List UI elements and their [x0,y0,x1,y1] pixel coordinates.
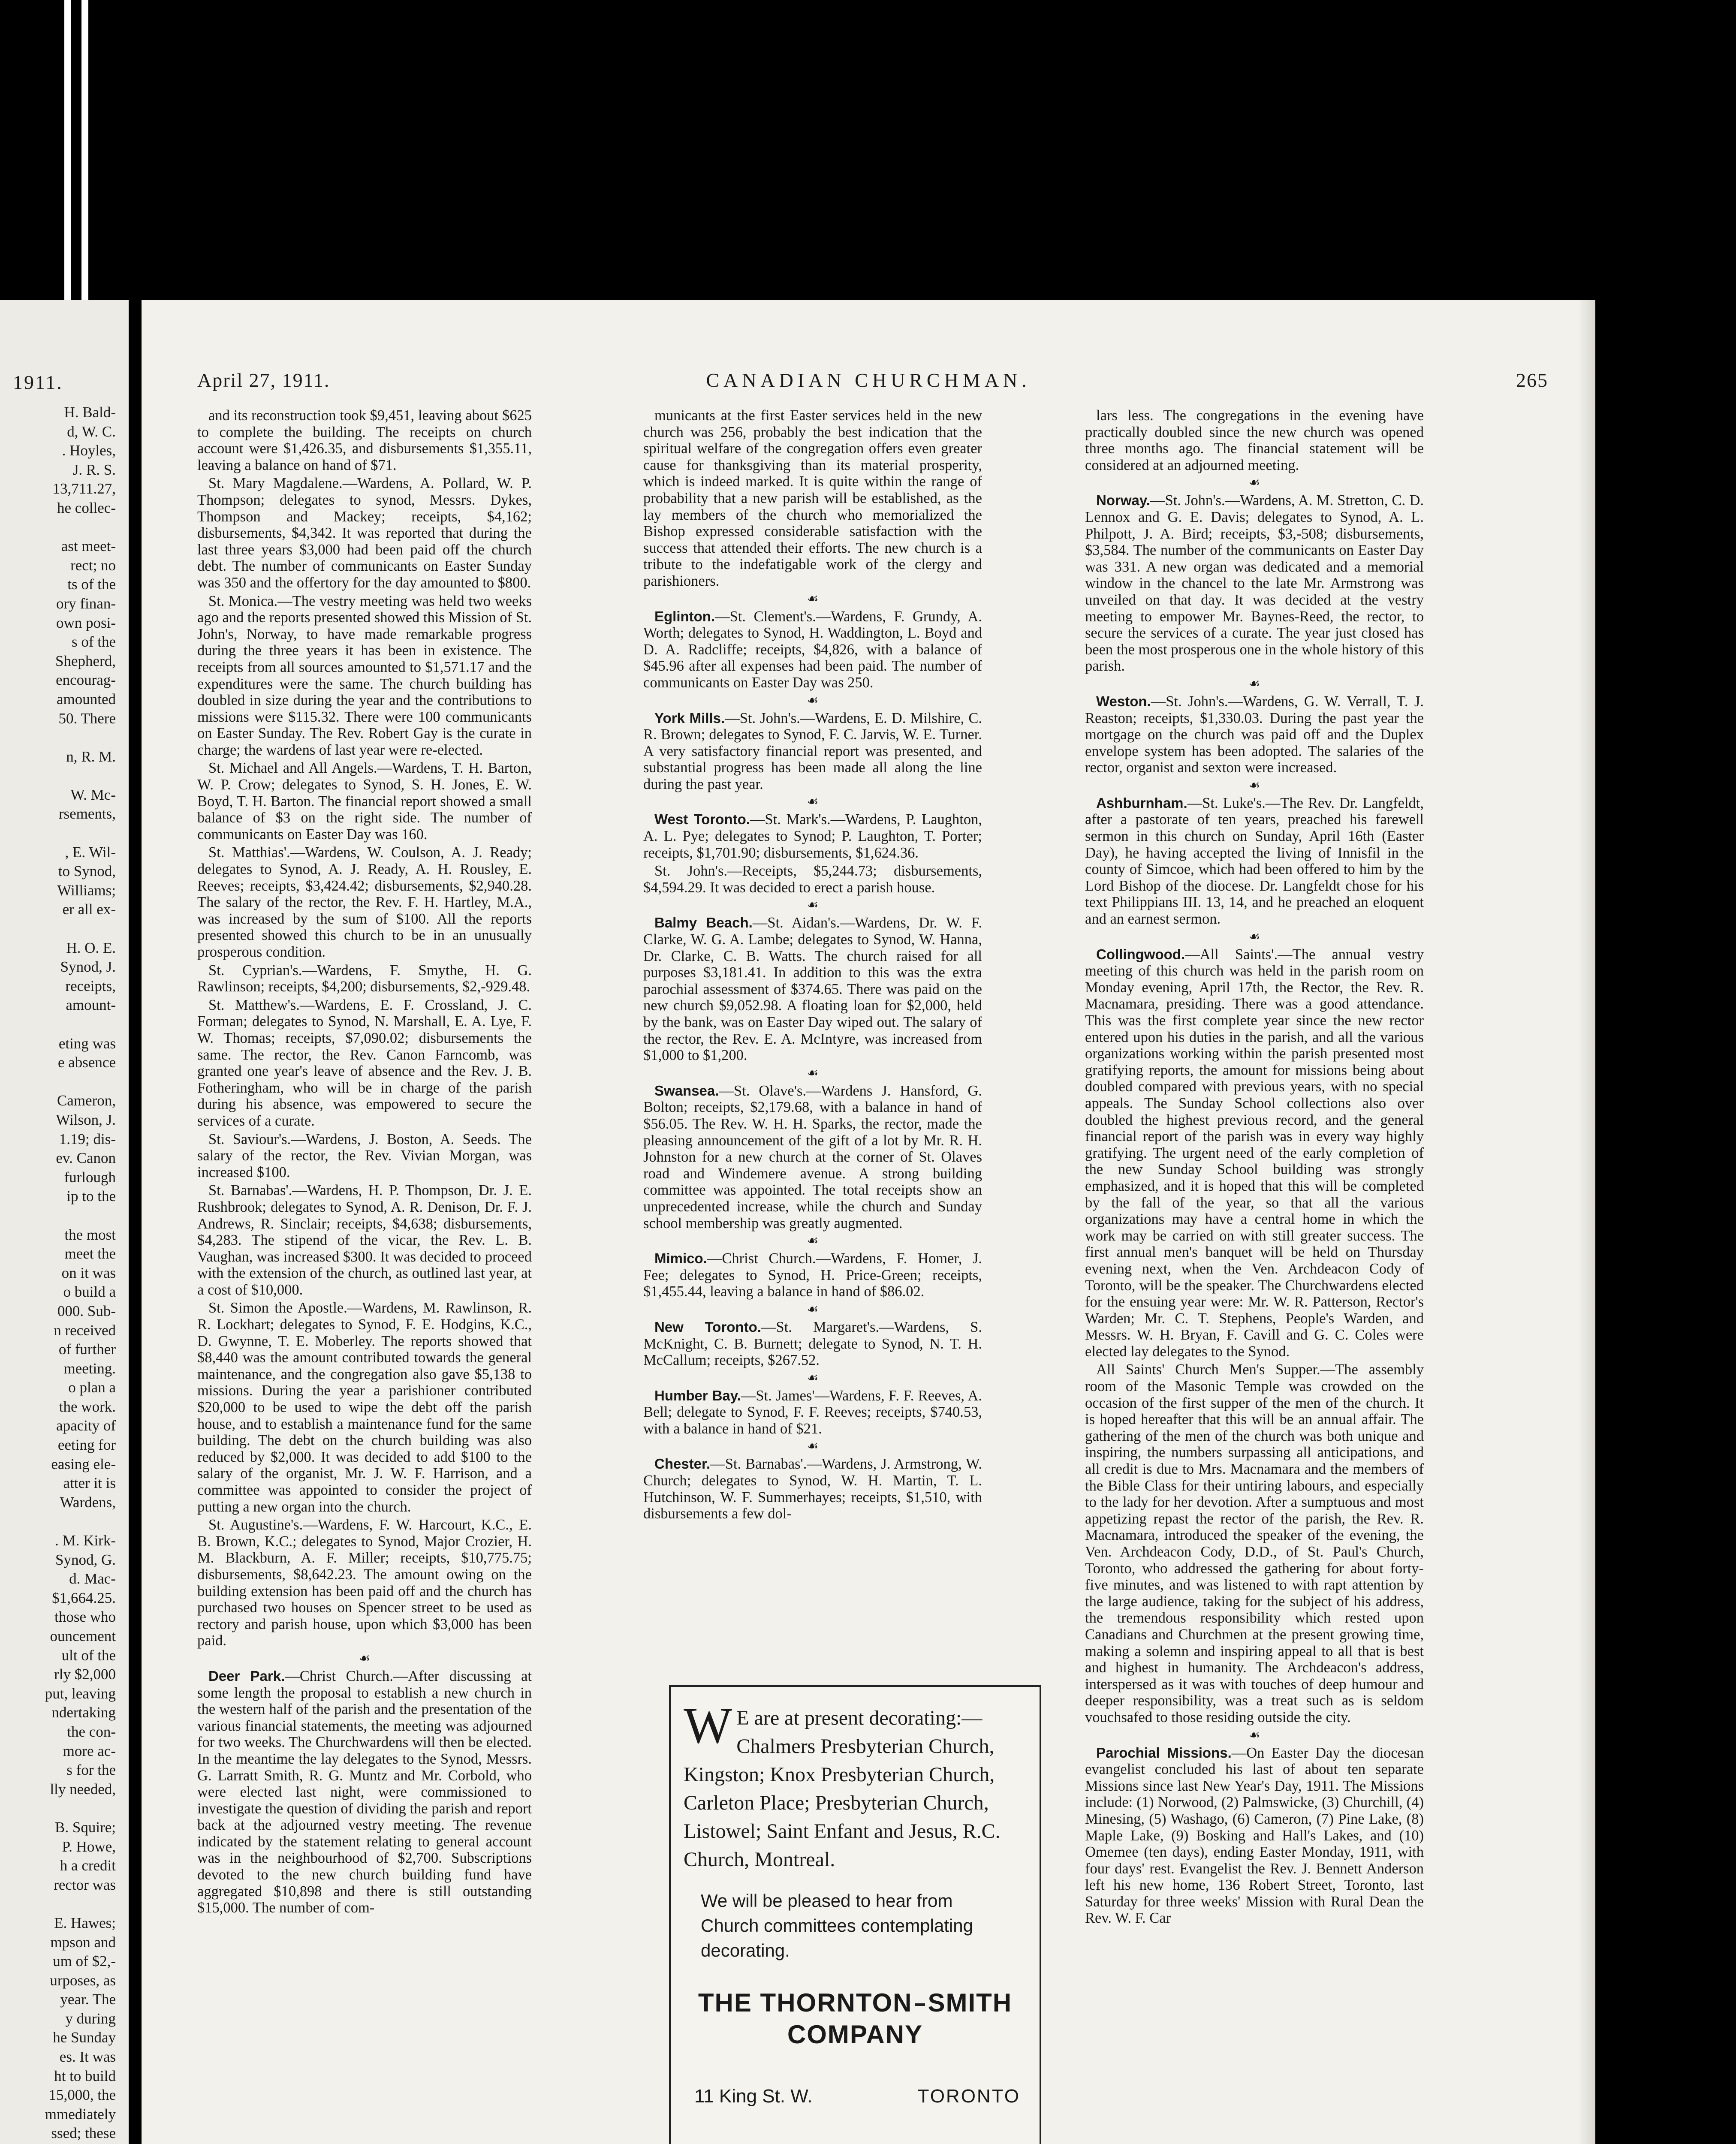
article-paragraph [643,915,982,1063]
strip-line: Williams; [57,882,116,899]
parish-heading: Deer Park. [208,1668,285,1684]
paragraph-text: All Saints' Church Men's Supper.—The assembly room of the Masonic Temple was crowded on the occasion of the first supper of the men of the church. It is hoped hereafter that this will be an annual affair. The gathering of the men of the church was both unique and inspiring, the numbers surpassing all anticipations, and all credit is due to Mrs. Macnamara and the members of the Bible Class for their untiring labours, and especially to the lady for her devotion. After a sumptuous and most appetizing repast the rector of the parish, the Rev. R. Macnamara, introduced the speaker of the evening, the Ven. Archdeacon Cody, D.D., of St. Paul's Church, Toronto, who addressed the gathering for about forty-five minutes, and was listened to with rapt attention by the large audience, taking for the subject of his address, the tremendous responsibility which rested upon Canadians and Churchmen at the present growing time, making a solemn and inspiring appeal to all that is best and highest in humanity. The Archdeacon's address, interspersed as it was with touches of deep humour and deeper responsibility, was a treat such as is seldom vouchsafed to those residing outside the city. [1085,1361,1424,1725]
paragraph-text: St. Mary Magdalene.—Wardens, A. Pollard, W. P. Thompson; delegates to synod, Messrs. Dykes, Thompson and Mackey; receipts, $4,162; disbursements, $4,342. It was reported that during the last three years $3,000 had been paid off the church debt. The number of communicants on Easter Sunday was 350 and the offertory for the day amounted to $800. [197,475,532,591]
strip-line: ndertaking [51,1704,116,1721]
strip-line: o plan a [68,1379,116,1396]
strip-line: y during [65,2010,116,2027]
strip-line: own posi- [56,614,116,631]
ad-company-line1b: SMITH [928,1988,1013,2017]
section-mark: ☙ [1248,676,1260,691]
parish-heading: Swansea. [654,1082,719,1099]
paragraph-text: —All Saints'.—The annual vestry meeting of this church was held in the parish room on Monday evening, April 17th, the Rector, the Rev. R. Macnamara, presiding. There was a good attendance. This was the first complete year since the new rector entered upon his duties in the parish, and all the various organizations working within the parish presented most gratifying reports, the amount for missions being about doubled compared with previous years, with no special appeals. The Sunday School collections also over doubled the highest previous record, and the general financial report of the parish was in every way highly gratifying. The urgent need of the early completion of the new Sunday School building was strongly emphasized, and it is hoped that this will be completed by the fall of the year, so that all the various organizations may have a central home in which the work may be carried on with still greater success. The first annual men's banquet will be held on Thursday evening next, when the Ven. Archdeacon Cody of Toronto, will be the speaker. The Churchwardens elected for the ensuing year were: Mr. W. R. Patterson, Rector's Warden; Mr. C. T. Stephens, People's Warden, and Messrs. W. H. Bryan, F. Cavill and G. C. Coles were elected lay delegates to the Synod. [1085,946,1424,1360]
article-paragraph [643,863,982,896]
strip-line: eeting for [57,1436,116,1454]
parish-heading: Norway. [1096,492,1150,509]
article-paragraph [1085,795,1424,927]
publication-title: CANADIAN CHURCHMAN. [706,369,1031,391]
paragraph-text: St. Michael and All Angels.—Wardens, T. H. Barton, W. P. Crow; delegates to Synod, S. H. Jones, E. W. Boyd, T. H. Barton. The financial report showed a small balance of $3 on the right side. The number of communicants on Easter Day was 160. [197,760,532,843]
parish-heading: Parochial Missions. [1096,1744,1232,1761]
section-mark: ☙ [807,795,819,809]
strip-line: $1,664.25. [52,1589,116,1606]
strip-line: B. Squire; [55,1819,116,1836]
article-paragraph [197,1300,532,1515]
article-paragraph [197,760,532,843]
section-mark: ☙ [1248,476,1260,490]
article-paragraph [197,1517,532,1649]
article-paragraph [643,608,982,691]
section-mark: ☙ [807,1370,819,1385]
strip-line: h a credit [60,1857,116,1874]
section-mark: ☙ [807,898,819,912]
strip-line: the con- [67,1723,116,1740]
paragraph-text: St. Barnabas'.—Wardens, H. P. Thompson, Dr. J. E. Rushbrook; delegates to Synod, A. R. Denison, Dr. F. J. Andrews, R. Sinclair; receipts, $4,638; disbursements, $4,283. The stipend of the vicar, the Rev. L. B. Vaughan, was increased $300. It was decided to proceed with the extension of the church, as outlined last year, at a cost of $10,000. [197,1182,532,1298]
parish-heading: Chester. [654,1456,711,1472]
strip-line [0,518,116,537]
strip-line: Wardens, [60,1494,116,1511]
strip-line [0,728,116,747]
article-paragraph [643,407,982,590]
article-paragraph [643,1250,982,1300]
section-mark: ☙ [1248,929,1260,944]
paragraph-text: municants at the first Easter services held in the new church was 256, probably the best indication that the spiritual welfare of the congregation offers even greater cause for thanksgiving than its material prosperity, which is indeed marked. It is quite within the range of probability that a new parish will be established, as the lay members of the church who memorialized the Bishop expressed considerable satisfaction with the success that attended their efforts. The new church is a tribute to the indefatigable work of the clergy and parishioners. [643,407,982,589]
strip-line: meet the [64,1245,116,1262]
strip-line: 50. There [58,710,116,727]
strip-line: um of $2,- [53,1953,116,1970]
strip-line: mmediately [45,2105,116,2123]
strip-line: ssed; these [51,2125,116,2142]
strip-line: easing ele- [51,1455,116,1472]
article-paragraph [1085,492,1424,675]
paragraph-text: —On Easter Day the diocesan evangelist concluded his last of about ten separate Missions since last New Year's Day, 1911. The Missions include: (1) Norwood, (2) Palmswicke, (3) Churchill, (4) Minesing, (5) Washago, (6) Cameron, (7) Pine Lake, (8) Maple Lake, (9) Bosking and Hall's Lakes, and (10) Omemee (ten days), ending Easter Monday, 1911, with four days' rest. Evangelist the Rev. J. Bennett Anderson left his new home, 136 Robert Street, Toronto, last Saturday for three weeks' Mission with Rural Dean the Rev. W. F. Car [1085,1744,1424,1927]
paragraph-text: —St. Margaret's.—Wardens, S. McKnight, C. B. Burnett; delegate to Synod, N. T. H. McCallum; receipts, $267.52. [643,1319,982,1369]
section-mark: ☙ [807,1066,819,1080]
article-paragraph [643,1083,982,1232]
strip-line: those who [54,1608,116,1626]
page-number: 265 [1516,369,1548,391]
parish-heading: Ashburnham. [1096,795,1187,811]
page-edge-shadow [1578,300,1595,2144]
article-paragraph [1085,693,1424,776]
paragraph-text: —St. James'—Wardens, F. F. Reeves, A. Bell; delegate to Synod, F. F. Reeves; receipts, $740.53, with a balance in hand of $21. [643,1387,982,1437]
page-header [142,369,1595,394]
strip-line: 000. Sub- [57,1302,116,1319]
article-paragraph [197,475,532,591]
article-paragraph [1085,946,1424,1360]
strip-line [0,766,116,786]
paragraph-text: —St. John's.—Wardens, E. D. Milshire, C. R. Brown; delegates to Synod, F. C. Jarvis, W. E. Turner. A very satisfactory financial report was presented, and substantial progress has been made all along the line during the past year. [643,710,982,792]
article-paragraph [197,997,532,1129]
strip-line: urposes, as [50,1972,116,1989]
strip-line: e absence [57,1054,116,1071]
column-3 [1085,407,1424,2144]
section-mark: ☙ [807,1234,819,1248]
ad-company-line2: COMPANY [787,2020,923,2049]
article-paragraph [1085,1361,1424,1725]
parish-heading: Balmy Beach. [654,915,753,931]
strip-line: meeting. [63,1360,116,1377]
strip-line: s of the [71,633,116,650]
strip-line: es. It was [59,2048,116,2066]
strip-line: W. Mc- [70,786,116,803]
strip-line: J. R. S. [72,461,116,478]
strip-line: E. Hawes; [54,1914,116,1931]
column-1 [197,407,532,2144]
previous-page-text [0,403,116,2144]
parish-heading: New Toronto. [654,1319,761,1335]
paragraph-text: St. Matthew's.—Wardens, E. F. Crossland, J. C. Forman; delegates to Synod, N. Marshall, E. A. Lye, F. W. Thomas; receipts, $7,090.02; disbursements the same. The rector, the Rev. Canon Farncomb, was granted one year's leave of absence and the Rev. J. B. Fotheringham, who will be in charge of the parish during his absence, was empowered to secure the services of a curate. [197,997,532,1129]
strip-line: more ac- [63,1742,116,1759]
paragraph-text: —Christ Church.—Wardens, F. Homer, J. Fee; delegates to Synod, H. Price-Green; receipts, $1,455.44, leaving a balance in hand of $86.02. [643,1250,982,1300]
strip-line: n, R. M. [66,748,116,765]
article-paragraph [1085,407,1424,473]
strip-line: o build a [63,1283,116,1301]
parish-heading: York Mills. [654,710,725,726]
strip-line: 13,711.27, [52,480,116,497]
strip-line: . M. Kirk- [55,1532,116,1549]
strip-line: Shepherd, [55,652,116,669]
article-paragraph [643,710,982,793]
strip-line: amounted [56,690,116,708]
strip-line: ht to build [54,2067,116,2084]
strip-line: atter it is [63,1475,116,1492]
ad-company-line1: THE THORNTON [698,1988,913,2017]
article-paragraph [197,407,532,473]
strip-line: er all ex- [62,901,116,918]
paragraph-text: —St. Olave's.—Wardens J. Hansford, G. Bolton; receipts, $2,179.68, with a balance in hand of $56.05. The Rev. W. H. H. Sparks, the rector, made the pleasing announcement of the gift of a lot by Mr. R. H. Johnston for a new church at the corner of St. Olaves road and Windemere avenue. A strong building committee was appointed. The total receipts show an unprecedented increase, while the church and Sunday school membership was greatly augmented. [643,1082,982,1232]
strip-line: rsements, [58,805,116,822]
strip-line: mpson and [50,1933,116,1951]
paragraph-text: St. Cyprian's.—Wardens, F. Smythe, H. G. Rawlinson; receipts, $4,200; disbursements, $2,-929.48. [197,962,532,995]
parish-heading: Eglinton. [654,608,715,624]
strip-line: ory finan- [56,595,116,612]
strip-line: of further [58,1341,116,1358]
section-mark: ☙ [807,1439,819,1454]
strip-line: eting was [58,1035,116,1052]
strip-line: H. Bald- [64,404,116,421]
paragraph-text: St. Monica.—The vestry meeting was held two weeks ago and the reports presented showed this Mission of St. John's, Norway, to have made remarkable progress during the three years it has been in existence. The receipts from all sources amounted to $1,571.17 and the expenditures were the same. The church building has doubled in size during the year and the contributions to missions were $115.32. There were 100 communicants on Easter Sunday. The Rev. Robert Gay is the curate in charge; the wardens of last year were re-elected. [197,593,532,758]
parish-heading: Humber Bay. [654,1387,741,1403]
strip-line: the most [64,1226,116,1243]
strip-line: to Synod, [58,863,116,880]
parish-heading: Mimico. [654,1250,707,1267]
strip-line: receipts, [65,977,116,994]
paragraph-text: and its reconstruction took $9,451, leaving about $625 to complete the building. The receipts on church account were $1,426.35, and disbursements $1,355.11, leaving a balance on hand of $71. [197,407,532,473]
article-paragraph [1085,1745,1424,1927]
ad-street: 11 King St. W. [694,2086,813,2107]
issue-date: April 27, 1911. [197,369,330,391]
strip-line [0,919,116,939]
newspaper-page [142,300,1595,2144]
strip-line: on it was [61,1264,116,1281]
paragraph-text: —St. Barnabas'.—Wardens, J. Armstrong, W. Church; delegates to Synod, W. H. Martin, T. L. Hutchinson, W. F. Summerhayes; receipts, $1,510, with disbursements a few dol- [643,1456,982,1522]
article-paragraph [643,1456,982,1522]
ad-company-dash [915,2003,925,2006]
strip-line [0,1512,116,1531]
article-paragraph [197,962,532,995]
strip-line: H. O. E. [66,939,116,956]
paragraph-text: St. Saviour's.—Wardens, J. Boston, A. Seeds. The salary of the rector, the Rev. Vivian Morgan, was increased $100. [197,1131,532,1180]
ad-invitation: We will be pleased to hear from Church committees contemplating decorating. [701,1891,973,1960]
strip-line: year. The [60,1991,116,2008]
paragraph-text: —St. Mark's.—Wardens, P. Laughton, A. L. Pye; delegates to Synod; P. Laughton, T. Porter; receipts, $1,701.90; disbursements, $1,624.36. [643,811,982,861]
strip-line [0,1894,116,1914]
strip-line: rect; no [70,557,116,574]
section-mark: ☙ [807,1302,819,1316]
ad-city: TORONTO [917,2086,1020,2107]
article-paragraph [197,1131,532,1181]
paragraph-text: St. John's.—Receipts, $5,244.73; disbursements, $4,594.29. It was decided to erect a parish house. [643,863,982,896]
section-mark: ☙ [1248,1728,1260,1742]
paragraph-text: —St. John's.—Wardens, A. M. Stretton, C. D. Lennox and G. E. Davis; delegates to Synod, A. L. Philpott, J. A. Bird; receipts, $3,-508; disbursements, $3,584. The number of the communicants on Easter Day was 331. A new organ was dedicated and a memorial window in the chancel to the late Mr. Armstrong was unveiled on that day. It was decided at the vestry meeting to empower Mr. Baynes-Reed, the rector, to secure the services of a curate. The year just closed has been the most prosperous one in the whole history of this parish. [1085,492,1424,675]
paragraph-text: lars less. The congregations in the evening have practically doubled since the new church was opened three months ago. The financial statement will be considered at an adjourned meeting. [1085,407,1424,473]
strip-line: . Hoyles, [62,442,116,459]
strip-line: P. Howe, [62,1838,116,1855]
section-mark: ☙ [359,1651,371,1665]
strip-line: Synod, G. [55,1551,116,1568]
strip-line [0,1799,116,1818]
paragraph-text: —St. Luke's.—The Rev. Dr. Langfeldt, after a pastorate of ten years, preached his farewell sermon in this church on Sunday, April 16th (Easter Day), he having accepted the living of Innisfil in the county of Simcoe, which had been offered to him by the Lord Bishop of the diocese. Dr. Langfeldt chose for his text Philippians III. 13, 14, and he preached an eloquent and an earnest sermon. [1085,795,1424,927]
paragraph-text: —Christ Church.—After discussing at some length the proposal to establish a new church in the western half of the parish and the presentation of the various financial statements, the meeting was adjourned for two weeks. The Churchwardens will then be elected. In the meantime the lay delegates to the Synod, Messrs. G. Larratt Smith, R. G. Muntz and Mr. Corbold, who were elected last night, were commissioned to investigate the question of dividing the parish and report back at the adjourned vestry meeting. The revenue indicated by the statement relating to general account was in the neighbourhood of $2,700. Subscriptions devoted to the new church building fund have aggregated $10,898 and there is still outstanding $15,000. The number of com- [197,1668,532,1916]
strip-line [0,1072,116,1092]
parish-heading: Weston. [1096,693,1151,709]
strip-line: ouncement [50,1628,116,1644]
strip-line: encourag- [56,672,116,689]
strip-line: rly $2,000 [54,1666,116,1683]
thornton-smith-advertisement [669,1685,1041,2144]
ad-drop-letter: W [684,1697,732,1754]
parish-heading: West Toronto. [654,811,750,828]
paragraph-text: St. Simon the Apostle.—Wardens, M. Rawlinson, R. R. Lockhart; delegates to Synod, F. E. Hodgins, K.C., D. Gwynne, T. E. Moberley. The reports showed that $8,440 was the amount contributed towards the general maintenance, and the congregation also gave $5,138 to missions. During the year a parishioner contributed $20,000 to be used to wipe the debt off the parish house, and to establish a maintenance fund for the same building. The debt on the church building was also reduced by $2,000. It was decided to add $100 to the salary of the organist, Mr. J. W. F. Harrison, and a committee was appointed to consider the project of putting a new organ into the church. [197,1300,532,1515]
ad-body [684,1697,1018,1874]
strip-line: Cameron, [57,1092,116,1109]
strip-line: amount- [66,997,116,1014]
strip-line: ts of the [67,576,116,593]
parish-heading: Collingwood. [1096,946,1185,962]
section-mark: ☙ [1248,778,1260,792]
strip-line: d. Mac- [69,1570,116,1587]
strip-line: ast meet- [61,538,116,555]
strip-line: he collec- [57,499,116,516]
strip-line [0,824,116,843]
strip-line: put, leaving [45,1685,116,1702]
ad-company-name [671,1987,1040,2051]
previous-page-strip [0,300,129,2144]
strip-line: furlough [64,1168,116,1186]
strip-line: Synod, J. [60,958,116,976]
paragraph-text: —St. Aidan's.—Wardens, Dr. W. F. Clarke, W. G. A. Lambe; delegates to Synod, W. Hanna, Dr. Clarke, C. B. Watts. The church raised for all purposes $3,181.41. In addition to this was the extra parochial assessment of $374.65. There was paid on the new church $9,052.98. A floating loan for $2,000, held by the bank, was on Easter Day wiped out. The salary of the rector, the Rev. E. A. McIntyre, was increased from $1,000 to $1,200. [643,915,982,1064]
strip-line: d, W. C. [67,423,116,440]
strip-line: apacity of [56,1417,116,1434]
column-2 [643,407,982,1758]
ad-address [694,2086,1020,2107]
article-paragraph [643,811,982,861]
section-mark: ☙ [807,591,819,606]
article-paragraph [197,844,532,960]
section-mark: ☙ [807,693,819,708]
paragraph-text: St. Augustine's.—Wardens, F. W. Harcourt, K.C., E. B. Brown, K.C.; delegates to Synod, Major Crozier, H. M. Blackburn, A. F. Miller; receipts, $10,775.75; disbursements, $8,642.23. The amount owing on the building extension has been paid off and the church has purchased two houses on Spencer street to be used as rectory and parish house, upon which $3,000 has been paid. [197,1517,532,1649]
strip-line: 15,000, the [48,2087,116,2104]
strip-line: ult of the [61,1647,116,1664]
strip-line: lly needed, [50,1780,116,1798]
paragraph-text: St. Matthias'.—Wardens, W. Coulson, A. J. Ready; delegates to Synod, A. J. Ready, A. H. Rousley, E. Reeves; receipts, $3,424.42; disbursements, $2,940.28. The salary of the rector, the Rev. F. H. Hartley, M.A., was increased by the sum of $100. All the reports presented showed this church to be in an unusually prosperous condition. [197,844,532,960]
article-paragraph [197,593,532,759]
strip-line: ev. Canon [56,1150,116,1167]
strip-line: 1.19; dis- [59,1130,116,1147]
article-paragraph [197,1668,532,1916]
strip-line: Wilson, J. [56,1111,116,1128]
strip-line: ip to the [66,1188,116,1205]
article-paragraph [643,1388,982,1437]
paragraph-text: —St. John's.—Wardens, G. W. Verrall, T. J. Reaston; receipts, $1,330.03. During the past year the mortgage on the church was paid off and the Duplex envelope system has been adopted. The salaries of the rector, organist and sexton were increased. [1085,693,1424,776]
article-paragraph [197,1182,532,1298]
strip-line: rector was [54,1876,116,1893]
strip-line: the work. [59,1398,116,1415]
strip-line: s for the [66,1762,116,1779]
previous-page-year: 1911. [13,371,63,393]
strip-line [0,1015,116,1034]
paragraph-text: —St. Clement's.—Wardens, F. Grundy, A. Worth; delegates to Synod, H. Waddington, L. Boyd and D. A. Radcliffe; receipts, $4,826, with a balance of $45.96 after all expenses had been paid. The number of communicants on Easter Day was 250. [643,608,982,691]
strip-line: he Sunday [53,2029,116,2046]
strip-line: , E. Wil- [65,843,116,861]
strip-line [0,1206,116,1226]
ad-body-text: E are at present decorating:— Chalmers Presbyterian Church, Kingston; Knox Presbyterian Church, Carleton Place; Presbyterian Church, Listowel; Saint Enfant and Jesus, R.C. Church, Montreal. [684,1707,1001,1871]
article-paragraph [643,1319,982,1369]
strip-line: n received [54,1322,116,1339]
